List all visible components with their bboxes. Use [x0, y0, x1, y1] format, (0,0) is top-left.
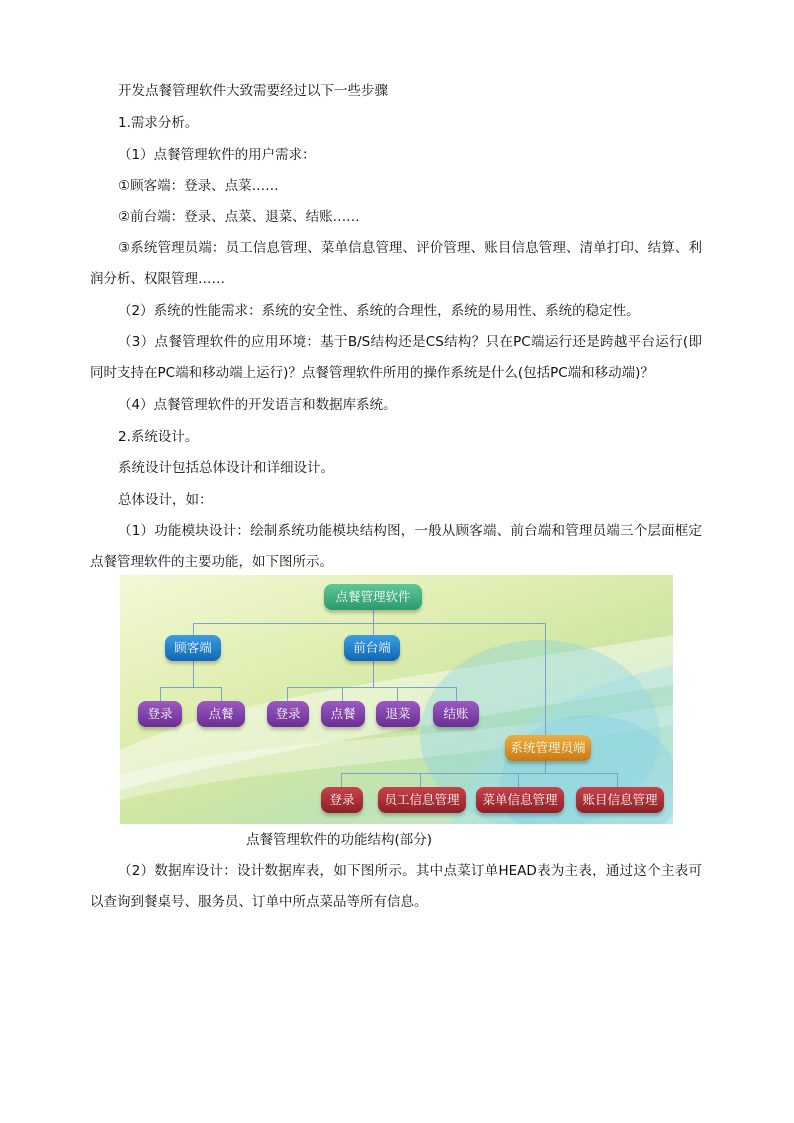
list-item-admin: ③系统管理员端：员工信息管理、菜单信息管理、评价管理、账目信息管理、清单打印、结算、利润分析、权限管理……	[90, 240, 702, 287]
node-admin-staff: 员工信息管理	[378, 787, 466, 813]
diagram-caption: 点餐管理软件的功能结构(部分)	[246, 832, 433, 848]
list-item-front: ②前台端：登录、点菜、退菜、结账……	[118, 209, 360, 225]
node-admin: 系统管理员端	[505, 735, 591, 761]
node-admin-accounts: 账目信息管理	[576, 787, 664, 813]
paragraph-user-needs: （1）点餐管理软件的用户需求：	[118, 147, 316, 163]
paragraph-database-design: （2）数据库设计：设计数据库表，如下图所示。其中点菜订单HEAD表为主表，通过这个主表可以查询到餐桌号、服务员、订单中所点菜品等所有信息。	[90, 863, 702, 910]
node-customer: 顾客端	[165, 635, 221, 661]
node-root: 点餐管理软件	[324, 584, 422, 610]
paragraph-module-design: （1）功能模块设计：绘制系统功能模块结构图，一般从顾客端、前台端和管理员端三个层面框定点餐管理软件的主要功能，如下图所示。	[90, 523, 702, 570]
node-customer-login: 登录	[138, 701, 182, 727]
node-admin-menu: 菜单信息管理	[476, 787, 564, 813]
node-front-checkout: 结账	[433, 701, 479, 727]
paragraph-environment: （3）点餐管理软件的应用环境：基于B/S结构还是CS结构？只在PC端运行还是跨越平台运行(即同时支持在PC端和移动端上运行)？点餐管理软件所用的操作系统是什么(包括PC端和移动端)？	[90, 334, 702, 381]
node-front-order: 点餐	[321, 701, 365, 727]
heading-system-design: 2.系统设计。	[118, 429, 199, 445]
node-admin-login: 登录	[321, 787, 363, 813]
node-front-return: 退菜	[376, 701, 420, 727]
node-front-login: 登录	[267, 701, 309, 727]
node-customer-order: 点餐	[197, 701, 245, 727]
list-item-customer: ①顾客端：登录、点菜……	[118, 178, 279, 194]
paragraph-language: （4）点餐管理软件的开发语言和数据库系统。	[118, 397, 397, 413]
heading-requirements: 1.需求分析。	[118, 115, 199, 131]
paragraph-overall: 总体设计，如：	[118, 492, 213, 508]
node-front: 前台端	[344, 635, 400, 661]
paragraph-intro: 开发点餐管理软件大致需要经过以下一些步骤	[118, 83, 388, 99]
paragraph-design-types: 系统设计包括总体设计和详细设计。	[118, 460, 334, 476]
function-structure-diagram	[120, 575, 673, 824]
paragraph-performance: （2）系统的性能需求：系统的安全性、系统的合理性，系统的易用性、系统的稳定性。	[118, 303, 640, 319]
